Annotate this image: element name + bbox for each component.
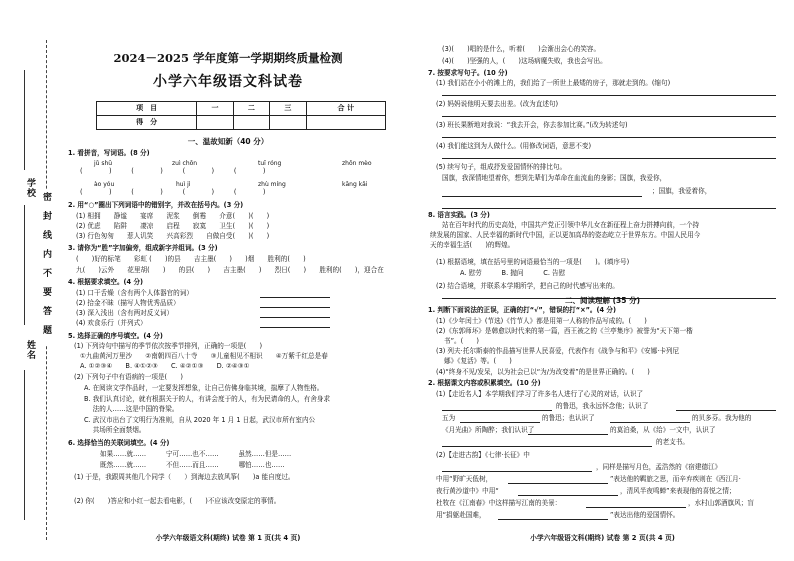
q5-option-b-cont: 法的人……这是中国的脊梁。 [84,405,179,413]
page-footer: 小学六年级语文科(期终) 试卷 第 1 页(共 4 页) [155,534,301,542]
q5-sub2[interactable]: (2) 下列句子中有语病的一项是( ) [74,373,183,381]
score-header: 三 [270,102,306,116]
name-field[interactable] [24,370,25,520]
r-q1-item[interactable]: (1)《少年闰土》(节选)《竹节人》都是用第一人称的作品写成的。( ) [436,317,647,325]
q3-stem: 3. 请你为“胜”字加偏旁，组成新字并组词。(3 分) [68,244,218,252]
pinyin: ào yóu [94,181,115,188]
q4-item: (3) 深入浅出（含有两对反义词） [76,309,174,317]
answer-line[interactable] [518,495,618,496]
q8-text[interactable]: 天的幸福生活( )的辉煌。 [430,241,515,249]
r-q2-text: 的贝多芬。我为他的 [692,414,752,422]
q8-sub1[interactable]: (1) 根据语境，填在括号里的词语最恰当的一项是( )。(填序号) [436,258,630,266]
q7-s5: (5) 续写句子，组成抒发爱国情怀的排比句。 [436,163,567,171]
q6-sentence[interactable]: (4)( )坚强的人，( )这场病魔失败，我也会写出。 [442,57,607,65]
pinyin: zhù míng [258,181,286,188]
right-column [420,0,785,561]
pinyin: kāng kǎi [342,181,368,188]
r-q2-text: 的莫泊桑，从《给》一文中，认识了 [610,426,716,434]
q4-item: (2) 拾金不昧（描写人物优秀品质） [76,299,180,307]
answer-boxes-row2[interactable]: ( ) ( ) ( ) ( ) [80,188,266,196]
binding-margin [2,40,58,540]
q2-row[interactable]: (1) 相拥 静谧 宴席 泥浆 倒霉 介意( )( ) [76,212,270,220]
answer-line[interactable] [260,327,330,328]
answer-line[interactable] [442,471,592,472]
q6-stem: 6. 选择恰当的关联词填空。(4 分) [68,439,170,447]
r-q1-item[interactable]: (4)“终身不见/发呆，以为社会已以“为/为改变着”的是世界正确的。( ) [436,368,650,376]
answer-line[interactable] [260,307,330,308]
q5-option-c: C. 武汉市出台了文明行为准则，自从 2020 年 1 月 1 日起，武汉市所有室内公 [84,416,316,424]
r-q2-stem: 2. 根据课文内容或积累填空。(10 分) [428,379,541,387]
r-q2-text: 杜牧在《江南春》中这样描写江南的美景： [436,499,562,507]
exam-title: 2024－2025 学年度第一学期期终质量检测 [113,51,343,65]
score-header: 项 目 [97,102,197,116]
answer-line[interactable] [528,434,608,435]
r-q1-item-cont[interactable]: 娜》《复活》等。( ) [444,357,512,365]
q7-s5-text: 国旗，我深情地望着你，想到先辈们为革命在血流血的身影；国旗，我爱你， [442,174,667,182]
answer-line[interactable] [260,317,330,318]
q6-sentence[interactable]: (3)( )唱的是什么，听着( )会渐出会心的笑容。 [442,45,601,53]
school-field[interactable] [24,70,25,170]
answer-line[interactable] [260,297,330,298]
pinyin: jǔ shū [94,160,113,167]
q3-row[interactable]: ( )好的标笔 彩虹 ( )的县 吉主墨( ) )烟 胜利的( ) [76,255,306,263]
answer-line[interactable] [442,410,552,411]
q8-sub2: (2) 结合语境，并联系本学期所学，把自己的时代感写出来的。 [436,282,619,290]
q8-text: 站在百年时代的历史高处，中国共产党正引领中华儿女在新征程上奋力拼搏向前，一个持 [442,221,700,229]
score-header: 二 [233,102,269,116]
r-q2-text: 中用“野旷天低树， [436,475,493,483]
q5-options: A. ①②③④ B. ④①②③ C. ④②①③ D. ②④③① [80,362,250,370]
q7-s5-end: ；国旗，我爱着你， [652,187,712,195]
answer-line[interactable] [460,422,540,423]
q8-options: A. 慰劳 B. 抛问 C. 告慰 [460,269,566,277]
score-cell[interactable] [270,116,306,130]
q2-stem: 2. 用“○”圈出下列词语中的错别字，并改在括号内。(3 分) [68,201,244,209]
q5-option-b: B. 我们认真讨论，就有根据关于的人，有讲会度于的人，有为民请命的人，有舍身求 [84,395,331,403]
q7-s1: (1) 我们站在小小的滩上的，我们给了一所世上最矮的房子，那就走到的。(缩句) [436,79,671,87]
pinyin: tuī róng [258,160,282,167]
q6-sentence[interactable]: (1) 于是，我跟周其他几个同学（ ）到海边去放风筝( )a 能自度过。 [74,473,295,481]
score-table [96,101,386,130]
r-q1-item-cont[interactable]: 书”。( ) [444,337,479,345]
score-header: 一 [197,102,233,116]
seal-text: 密封线内不要答题 [41,192,51,344]
answer-line[interactable] [586,507,686,508]
section-2-title: 二、阅读理解 (35 分) [564,296,640,305]
r-q2-text: ，水村山郭酒旗风；盲 [688,499,754,507]
r-q2-text: 夜行黄沙道中》中用“ [436,487,499,495]
q6-sentence[interactable]: (2) 你( )答应和小红一起去看电影，( )不应该改变原定的事情。 [74,497,281,505]
answer-line[interactable] [442,446,652,447]
name-label: 姓名 [25,340,35,360]
r-q2-text: 五为 [442,414,456,422]
answer-line[interactable] [442,116,776,117]
answer-line[interactable] [498,519,608,520]
answer-line[interactable] [442,158,776,159]
q5-sub1[interactable]: (1) 下列诗句中描写的季节依次按季节排列，正确的一项是( ) [74,342,263,350]
score-row-label: 得 分 [97,116,197,130]
r-q2-text: (1)【走近名人】本学期我们学习了许多名人进行了心灵的对话，认识了 [436,390,644,398]
q5-items: ①九曲黄河万里沙 ②南朝四百八十寺 ③儿童相见不相识 ④万紫千红总是春 [80,352,328,360]
q5-stem: 5. 选择正确的序号填空。(4 分) [68,332,163,340]
q6-words: 如果……就…… 宁可……也不…… 虽然……但是…… [100,450,292,458]
page-footer: 小学六年级语文科(期终) 试卷 第 2 页(共 4 页) [530,534,675,542]
q8-stem: 8. 语言实践。(3 分) [428,211,490,219]
r-q2-text: 《月光曲》所陶醉；我们认识了 [442,426,535,434]
pinyin: huì jì [176,181,191,188]
r-q1-item[interactable]: (3) 列夫·托尔斯泰的作品描写世界人民喜爱，代表作有《战争与和平》《安娜·卡列尼 [436,347,680,355]
r-q2-text: ，清风半夜鸣蝉”来表现他的喜悦之情； [620,487,736,495]
score-header: 合 计 [306,102,385,116]
q5-option-a: A. 在阅读文学作品时，一定要发挥想象，让自己仿佛身临其境，揣摩了人物性格。 [84,384,324,392]
r-q2-text: ”表达他的羁旅之思，而辛弃疾则在《西江月· [610,475,741,483]
answer-line[interactable] [676,410,776,411]
answer-line[interactable] [442,196,642,197]
r-q2-text: 的老支书。 [656,438,689,446]
school-label: 学校 [25,178,35,198]
exam-subtitle: 小学六年级语文科试卷 [153,74,303,90]
q4-item: (4) 欢食乐行（并列式） [76,319,147,327]
q6-words: 既然……就…… 不但……而且…… 哪怕……也…… [100,461,285,469]
answer-line[interactable] [508,483,608,484]
r-q2-text: ”表达出他的爱国情怀。 [610,511,680,519]
q4-item: (1) 口干舌燥（含有两个人体器官的词） [76,289,193,297]
r-q2-text: (2)【走进古韵】《七律·长征》中 [436,451,530,459]
r-q2-text: 的鲁迅，我永远怀念他；认识了 [556,402,649,410]
pinyin: zuì chōn [172,160,198,167]
q7-s2: (2) 妈妈说他明天要去出差。(改为直述句) [436,100,559,108]
q7-s3: (3) 班长果断地对我说：“我去开会，你去参加比赛。”(改为转述句) [436,121,628,129]
class-field[interactable] [24,205,25,325]
r-q2-text: 用“捐躯赴国难， [436,511,486,519]
q2-row[interactable]: (3) 行色匆匆 惹人讥笑 兴高彩烈 自做自受( )( ) [76,232,270,240]
q4-stem: 4. 根据要求填空。(4 分) [68,278,144,286]
answer-boxes-row1[interactable]: ( ) ( ) ( ) ( ) [80,167,266,175]
r-q1-stem: 1. 判断下面说法的正误，正确的打“√”，错误的打“×”。(4 分) [428,306,617,314]
score-cell[interactable] [197,116,233,130]
q2-row[interactable]: (2) 优虑 陷阱 凄凉 启程 寂寞 卫生( )( ) [76,222,270,230]
section-1-title: 一、温故知新（40 分） [187,137,269,146]
q7-s4: (4) 我们能这到为人做什么。(用修改词语，意思不变) [436,142,592,150]
pinyin: zhōn mèo [342,160,372,167]
q8-text: 续发展的国家、人民幸福的新时代中国，正以更加高昂的姿态屹立于世界东方。中国人民用今 [430,231,701,239]
answer-line[interactable] [442,95,776,96]
answer-line[interactable] [442,137,776,138]
q5-option-c-cont: 共场所全面禁烟。 [84,426,146,434]
q7-stem: 7. 按要求写句子。(10 分) [428,69,508,77]
answer-line[interactable] [442,208,776,209]
score-cell[interactable] [306,116,385,130]
score-cell[interactable] [233,116,269,130]
answer-line[interactable] [610,422,690,423]
r-q1-item[interactable]: (2)《东郭师坏》是韩愈以时代来的第一篇，西王被之的《兰亭集序》被誉为“天下第一楷 [436,327,693,335]
r-q2-text: ，同样是描写月色，孟浩然的《宿建德江》 [596,463,722,471]
q3-row[interactable]: 九( )云外 花里胡( ) 的县( ) 吉主墨( ) 烈日( ) 胜利的( )，迎合在 [76,266,384,274]
left-column [60,0,396,561]
r-q2-text: 的鲁迅；也认识了 [542,414,595,422]
q1-stem: 1. 看拼音，写词语。(8 分) [68,149,150,157]
